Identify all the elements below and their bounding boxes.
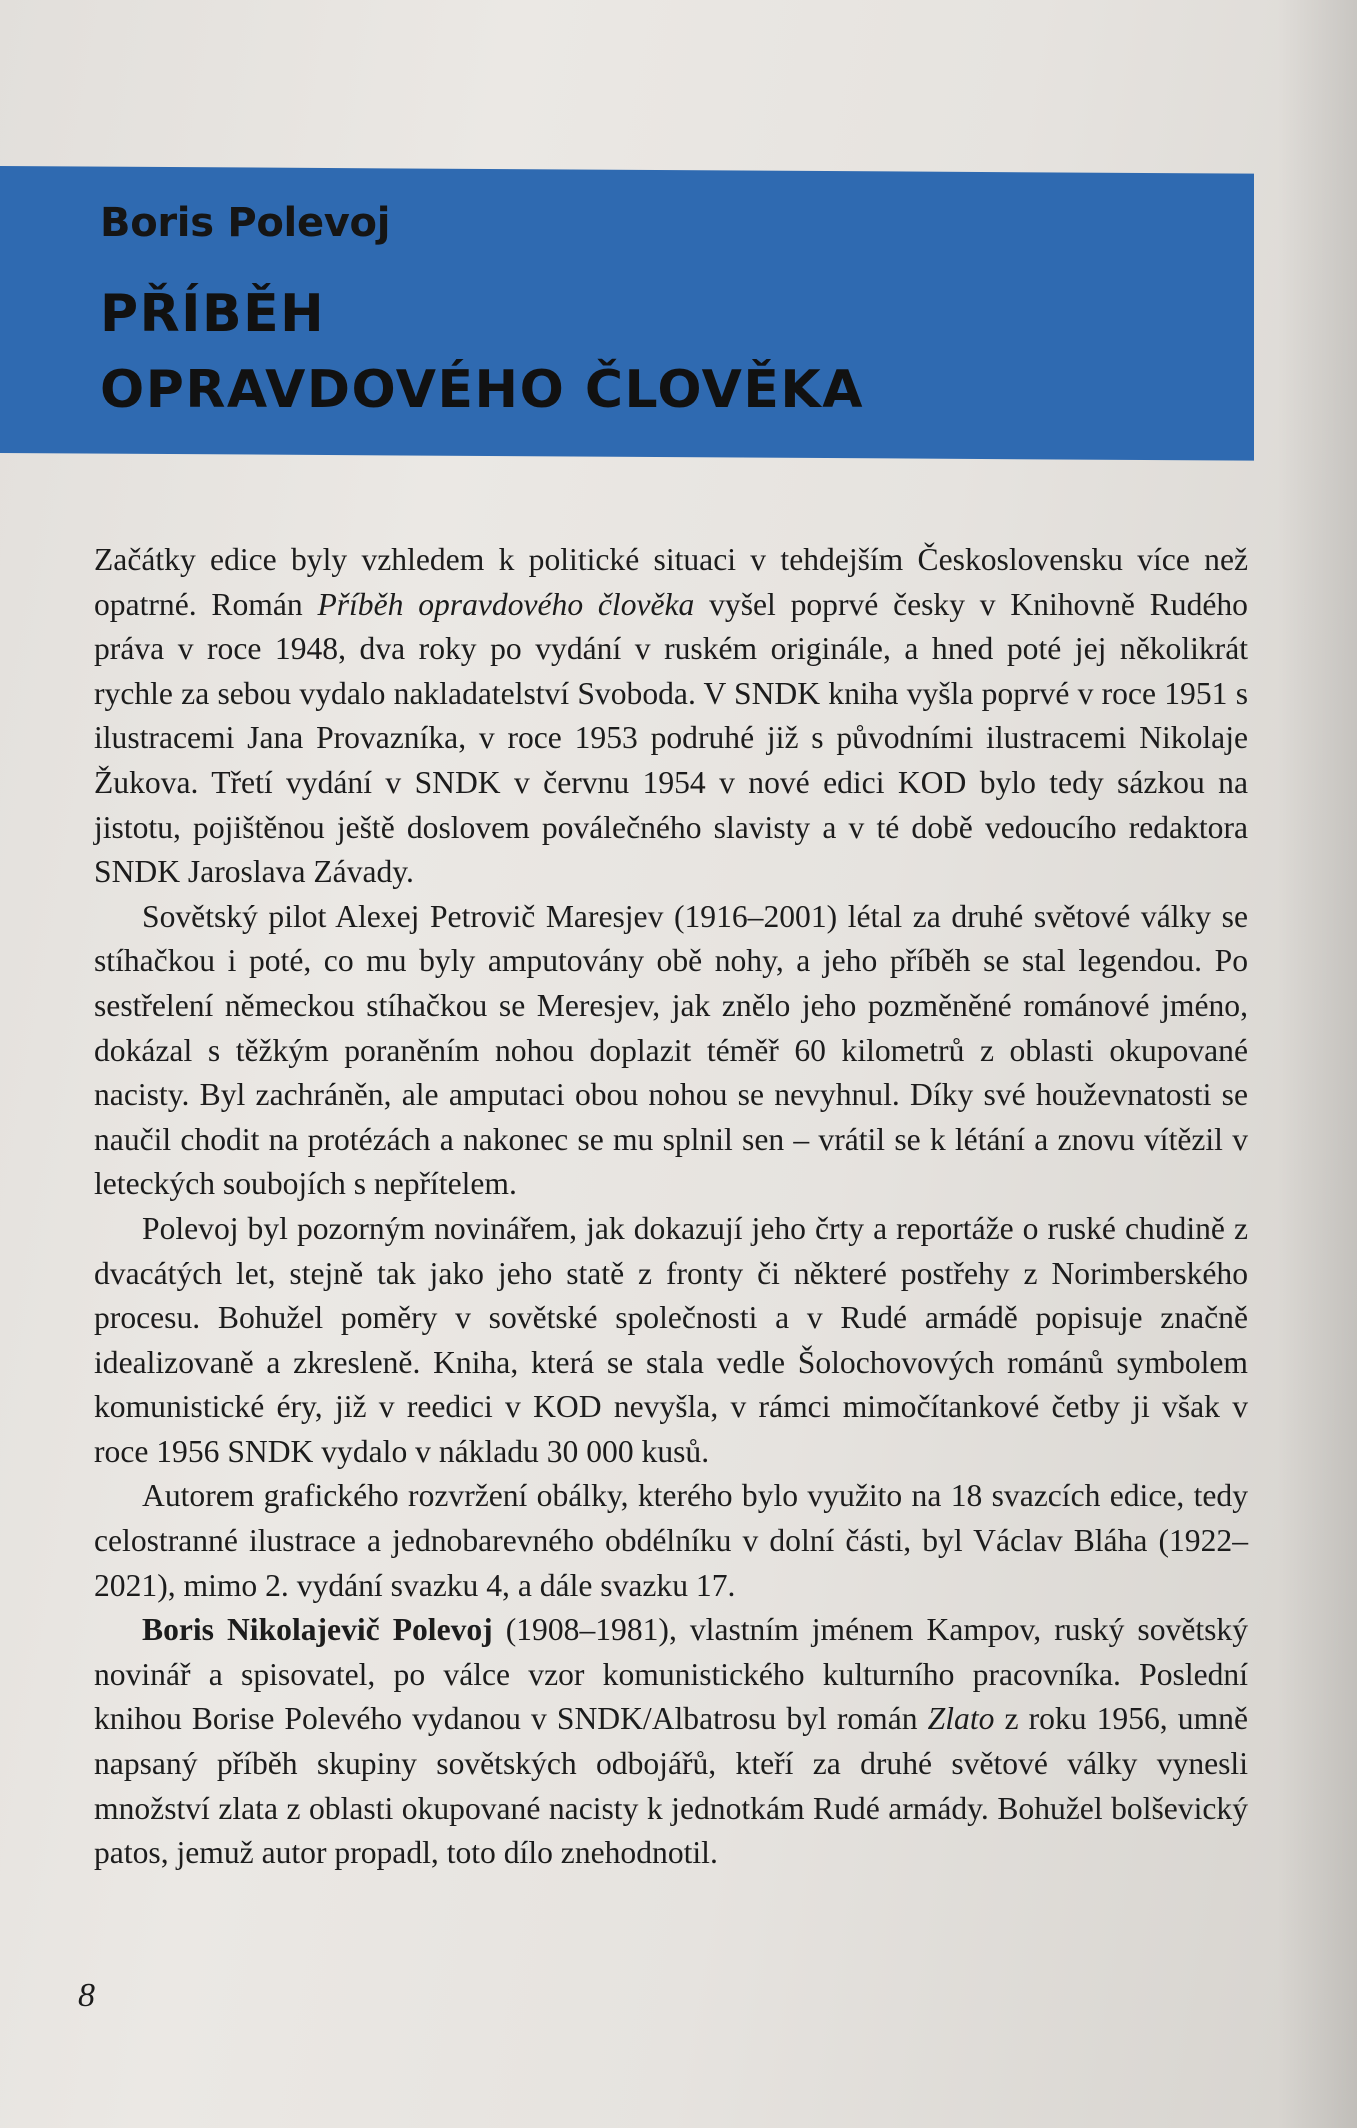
paragraph-4: Autorem grafického rozvržení obálky, kterého bylo využito na 18 svazcích edice, tedy celostranné ilustrace a jednobarevného obdélníku v dolní části, byl Václav Bláha (1922–2021), mimo 2. vydání svazku 4, a dále svazku 17. xyxy=(94,1478,1248,1603)
paragraph-1-text-a: Začátky edice byly vzhledem k politické situaci v tehdejším Československu více než opatrné. Román xyxy=(94,542,1248,622)
paragraph-5 xyxy=(94,1608,1248,1876)
paragraph-1-text-b: vyšel poprvé česky v Knihovně Rudého práva v roce 1948, dva roky po vydání v ruském originále, a hned poté jej několikrát rychle za sebou vydalo nakladatelství Svoboda. V SNDK kniha vyšla poprvé v roce 1951 s ilustracemi Jana Provazníka, v roce 1953 podruhé již s původními ilustracemi Nikolaje Žukova. Třetí vydání v SNDK v červnu 1954 v nové edici KOD bylo tedy sázkou na jistotu, pojištěnou ještě doslovem poválečného slavisty a v té době vedoucího redaktora SNDK Jaroslava Závady. xyxy=(94,586,1248,890)
paragraph-1 xyxy=(94,538,1248,895)
page-number: 8 xyxy=(78,1977,95,2014)
paragraph-5-text-b: z roku 1956, umně napsaný příběh skupiny sovětských odbojářů, kteří za druhé světové války vynesli množství zlata z oblasti okupované nacisty k jednotkám Rudé armády. Bohužel bolševický patos, jemuž autor propadl, toto dílo znehodnotil. xyxy=(94,1701,1248,1871)
book-title-italic: Příběh opravdového člověka xyxy=(317,586,695,622)
novel-title-italic: Zlato xyxy=(927,1701,995,1737)
paragraph-5-text-a: (1908–1981), vlastním jménem Kampov, ruský sovětský novinář a spisovatel, po válce vzor komunistického kulturního pracovníka. Poslední knihou Borise Polevého vydanou v SNDK/Albatrosu byl román xyxy=(94,1612,1249,1737)
body-text xyxy=(94,538,1248,1876)
chapter-title-line-2: OPRAVDOVÉHO ČLOVĚKA xyxy=(100,360,864,420)
chapter-author: Boris Polevoj xyxy=(100,200,391,246)
author-full-name: Boris Nikolajevič Polevoj xyxy=(142,1612,493,1648)
chapter-title-line-1: PŘÍBĚH xyxy=(100,284,326,344)
paragraph-2: Sovětský pilot Alexej Petrovič Maresjev (1916–2001) létal za druhé světové války se stíhačkou i poté, co mu byly amputovány obě nohy, a jeho příběh se stal legendou. Po sestřelení německou stíhačkou se Meresjev, jak znělo jeho pozměněné románové jméno, dokázal s těžkým poraněním nohou doplazit téměř 60 kilometrů z oblasti okupované nacisty. Byl zachráněn, ale amputaci obou nohou se nevyhnul. Díky své houževnatosti se naučil chodit na protézách a nakonec se mu splnil sen – vrátil se k létání a znovu vítězil v leteckých soubojích s nepřítelem. xyxy=(94,898,1248,1202)
chapter-title xyxy=(100,276,864,428)
paragraph-3: Polevoj byl pozorným novinářem, jak dokazují jeho črty a reportáže o ruské chudině z dvacátých let, stejně tak jako jeho statě z fronty či některé postřehy z Norimberského procesu. Bohužel poměry v sovětské společnosti a v Rudé armádě popisuje značně idealizovaně a zkresleně. Kniha, která se stala vedle Šolochovových románů symbolem komunistické éry, již v reedici v KOD nevyšla, v rámci mimočítankové četby ji však v roce 1956 SNDK vydalo v nákladu 30 000 kusů. xyxy=(94,1210,1248,1469)
